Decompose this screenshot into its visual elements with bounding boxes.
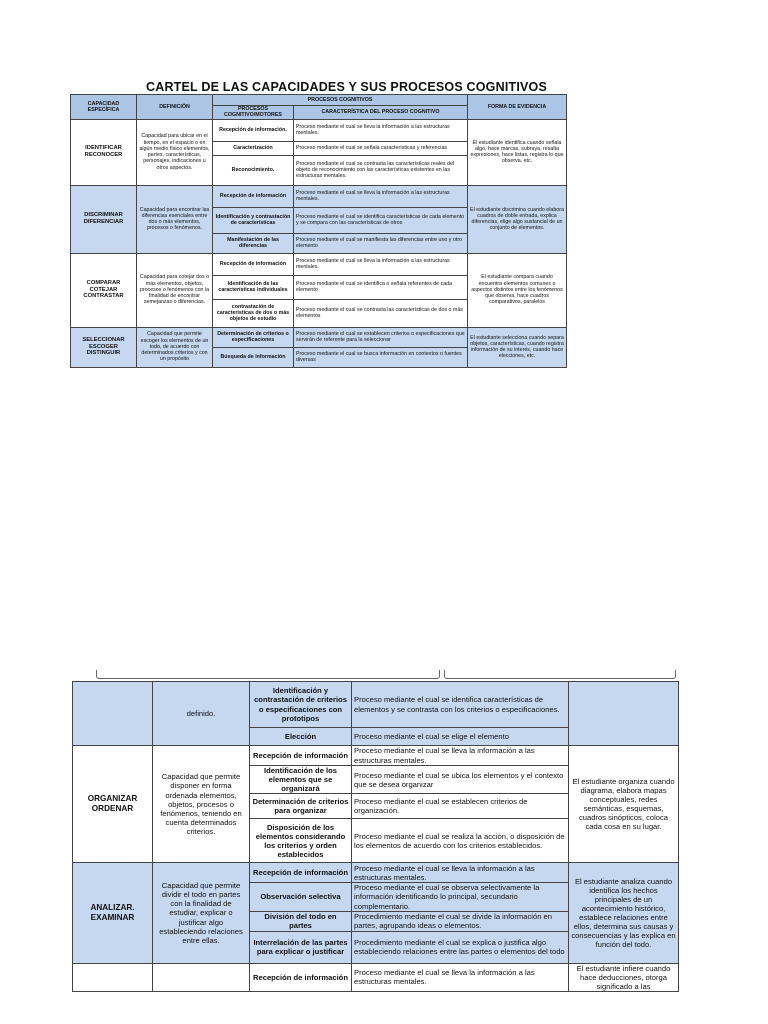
capacity-name-cell: DISCRIMINAR DIFERENCIAR xyxy=(71,185,137,253)
page-edge-left xyxy=(96,670,440,679)
process-characteristic-cell: Proceso mediante el cual se establecen criterios o especificaciones que servirán de referente para la seleccionar xyxy=(294,327,468,347)
process-cell: Caracterización xyxy=(213,141,294,155)
process-characteristic-cell: Proceso mediante el cual se ubica los elementos y el contexto que se desea organizar xyxy=(352,766,569,794)
document-title: CARTEL DE LAS CAPACIDADES Y SUS PROCESOS COGNITIVOS xyxy=(146,80,548,94)
process-characteristic-cell: Proceso mediante el cual se contrasta las características de dos o más elementos xyxy=(294,299,468,327)
table-row xyxy=(73,963,679,991)
process-cell: División del todo en partes xyxy=(250,911,352,931)
capacity-name-cell xyxy=(73,682,153,746)
table-row xyxy=(71,185,567,207)
header-capacidad: CAPACIDAD ESPECÍFICA xyxy=(71,95,137,120)
process-cell: Disposición de los elementos considerando los criterios y orden establecidos xyxy=(250,819,352,863)
process-characteristic-cell: Proceso mediante el cual se busca información en contextos o fuentes diversas xyxy=(294,347,468,367)
process-cell: Elección xyxy=(250,728,352,746)
header-evidencia: FORMA DE EVIDENCIA xyxy=(468,95,567,120)
process-characteristic-cell: Proceso mediante el cual se lleva la información a las estructuras mentales. xyxy=(352,963,569,991)
evidence-cell: El estudiante identifica cuando señala algo, hace marcas, subraya, resalta expresiones, hace listas, registra lo que observa, etc. xyxy=(468,119,567,185)
definition-cell: Capacidad que permite escoger los elementos de un todo, de acuerdo con determinados criterios y con un propósito xyxy=(137,327,213,367)
table-row xyxy=(73,746,679,766)
process-cell: Determinación de criterios o especificaciones xyxy=(213,327,294,347)
evidence-cell: El estudiante analiza cuando identifica los hechos principales de un acontecimiento histórico, establece relaciones entre ellos, determina sus causas y consecuencias y las explica en función del todo. xyxy=(569,863,679,963)
capacity-name-cell xyxy=(73,963,153,991)
process-cell: Identificación de los elementos que se organizará xyxy=(250,766,352,794)
capacity-name-cell: ANALIZAR. EXAMINAR xyxy=(73,863,153,963)
definition-cell xyxy=(153,963,250,991)
header-definicion: DEFINICIÓN xyxy=(137,95,213,120)
process-characteristic-cell: Proceso mediante el cual se realiza la acción, o disposición de los elementos de acuerdo con los criterios establecidos. xyxy=(352,819,569,863)
header-caracteristica: CARACTERÍSTICA DEL PROCESO COGNITIVO xyxy=(294,106,468,120)
process-cell: contrastación de características de dos o más objetos de estudio xyxy=(213,299,294,327)
process-characteristic-cell: Proceso mediante el cual se identifica características de cada elemento y se compara con las características de otros xyxy=(294,207,468,233)
table-row xyxy=(71,119,567,141)
table-row xyxy=(73,682,679,728)
evidence-cell: El estudiante discrimina cuando elabora cuadros de doble entrada, explica diferencias, elige algo sustancial de un conjunto de elementos. xyxy=(468,185,567,253)
capacity-name-cell: IDENTIFICAR RECONOCER xyxy=(71,119,137,185)
capacities-table-upper xyxy=(70,94,567,368)
definition-cell: Capacidad para cotejar dos o más elementos, objetos, procesos o fenómenos con la finalidad de encontrar semejanzas o diferencias. xyxy=(137,253,213,327)
header-procesos-group: PROCESOS COGNITIVOS xyxy=(213,95,468,106)
capacity-name-cell: COMPARAR COTEJAR CONTRASTAR xyxy=(71,253,137,327)
process-characteristic-cell: Procedimiento mediante el cual se divide la información en partes, agrupando ideas o elementos. xyxy=(352,911,569,931)
table-row xyxy=(71,253,567,275)
process-characteristic-cell: Proceso mediante el cual se lleva la información a las estructuras mentales. xyxy=(352,746,569,766)
evidence-cell: El estudiante compara cuando encuentra elementos comunes o aspectos distintos entre los fenómenos que observa, hace cuadros comparativos, paralelos xyxy=(468,253,567,327)
process-cell: Identificación y contrastación de características xyxy=(213,207,294,233)
process-characteristic-cell: Proceso mediante el cual se identifica características de elementos y se contrasta con los criterios o especificaciones. xyxy=(352,682,569,728)
table-row xyxy=(73,863,679,883)
process-characteristic-cell: Proceso mediante el cual se señala características y referencias xyxy=(294,141,468,155)
process-characteristic-cell: Proceso mediante el cual se lleva la información a las estructuras mentales. xyxy=(352,863,569,883)
process-cell: Búsqueda de información xyxy=(213,347,294,367)
process-characteristic-cell: Procedimiento mediante el cual se explica o justifica algo estableciendo relaciones entre las partes o elementos del todo xyxy=(352,931,569,963)
process-characteristic-cell: Proceso mediante el cual se lleva la información a las estructuras mentales. xyxy=(294,185,468,207)
process-cell: Recepción de información xyxy=(250,963,352,991)
header-procesos: PROCESOS COGNITIVO/MOTORES xyxy=(213,106,294,120)
definition-cell: Capacidad que permite disponer en forma ordenada elementos, objetos, procesos o fenómenos, teniendo en cuenta determinados criterios. xyxy=(153,746,250,863)
process-cell: Identificación y contrastación de criterios o especificaciones con prototipos xyxy=(250,682,352,728)
process-characteristic-cell: Proceso mediante el cual se observa selectivamente la información identificando lo principal, secundario complementario. xyxy=(352,883,569,911)
definition-cell: Capacidad para encontrar las diferencias esenciales entre dos o más elementos, procesos o fenómenos. xyxy=(137,185,213,253)
capacity-name-cell: ORGANIZAR ORDENAR xyxy=(73,746,153,863)
process-cell: Recepción de información xyxy=(213,253,294,275)
evidence-cell: El estudiante infiere cuando hace deducciones, otorga significado a las xyxy=(569,963,679,991)
process-cell: Reconocimiento. xyxy=(213,155,294,185)
definition-cell: definido. xyxy=(153,682,250,746)
upper-table-body xyxy=(71,119,567,367)
process-cell: Observación selectiva xyxy=(250,883,352,911)
process-characteristic-cell: Proceso mediante el cual se elige el elemento xyxy=(352,728,569,746)
process-characteristic-cell: Proceso mediante el cual se contrasta las características reales del objeto de reconocimiento con las características existentes en las estructuras mentales. xyxy=(294,155,468,185)
process-cell: Interrelación de las partes para explicar o justificar xyxy=(250,931,352,963)
process-characteristic-cell: Proceso mediante el cual se establecen criterios de organización. xyxy=(352,794,569,819)
evidence-cell: El estudiante organiza cuando diagrama, elabora mapas conceptuales, redes semánticas, esquemas, cuadros sinópticos, coloca cada cosa en su lugar. xyxy=(569,746,679,863)
table-row xyxy=(71,327,567,347)
capacity-name-cell: SELECCIONAR ESCOGER DISTINGUIR xyxy=(71,327,137,367)
process-cell: Determinación de criterios para organizar xyxy=(250,794,352,819)
process-cell: Recepción de información xyxy=(250,863,352,883)
lower-table-body xyxy=(73,682,679,992)
process-characteristic-cell: Proceso mediante el cual se lleva la información a las estructuras mentales. xyxy=(294,119,468,141)
process-characteristic-cell: Proceso mediante el cual se identifica o señala referentes de cada elemento xyxy=(294,275,468,299)
process-characteristic-cell: Proceso mediante el cual se lleva la información a las estructuras mentales. xyxy=(294,253,468,275)
definition-cell: Capacidad que permite dividir el todo en partes con la finalidad de estudiar, explicar o justificar algo estableciendo relaciones entre ellas. xyxy=(153,863,250,963)
process-cell: Manifestación de las diferencias xyxy=(213,233,294,253)
page-edge-right xyxy=(444,670,676,679)
definition-cell: Capacidad para ubicar en el tiempo, en el espacio o en algún medio físico elementos, partes, características, personajes, indicaciones u otros aspectos. xyxy=(137,119,213,185)
process-cell: Identificación de las características individuales xyxy=(213,275,294,299)
capacities-table-lower xyxy=(72,681,679,992)
process-cell: Recepción de información xyxy=(250,746,352,766)
process-cell: Recepción de información. xyxy=(213,119,294,141)
process-characteristic-cell: Proceso mediante el cual se manifiesta las diferencias entre uno y otro elemento xyxy=(294,233,468,253)
evidence-cell: El estudiante selecciona cuando separa objetos, características, cuando registra información de su interés, cuando hace elecciones, etc. xyxy=(468,327,567,367)
process-cell: Recepción de información xyxy=(213,185,294,207)
evidence-cell xyxy=(569,682,679,746)
